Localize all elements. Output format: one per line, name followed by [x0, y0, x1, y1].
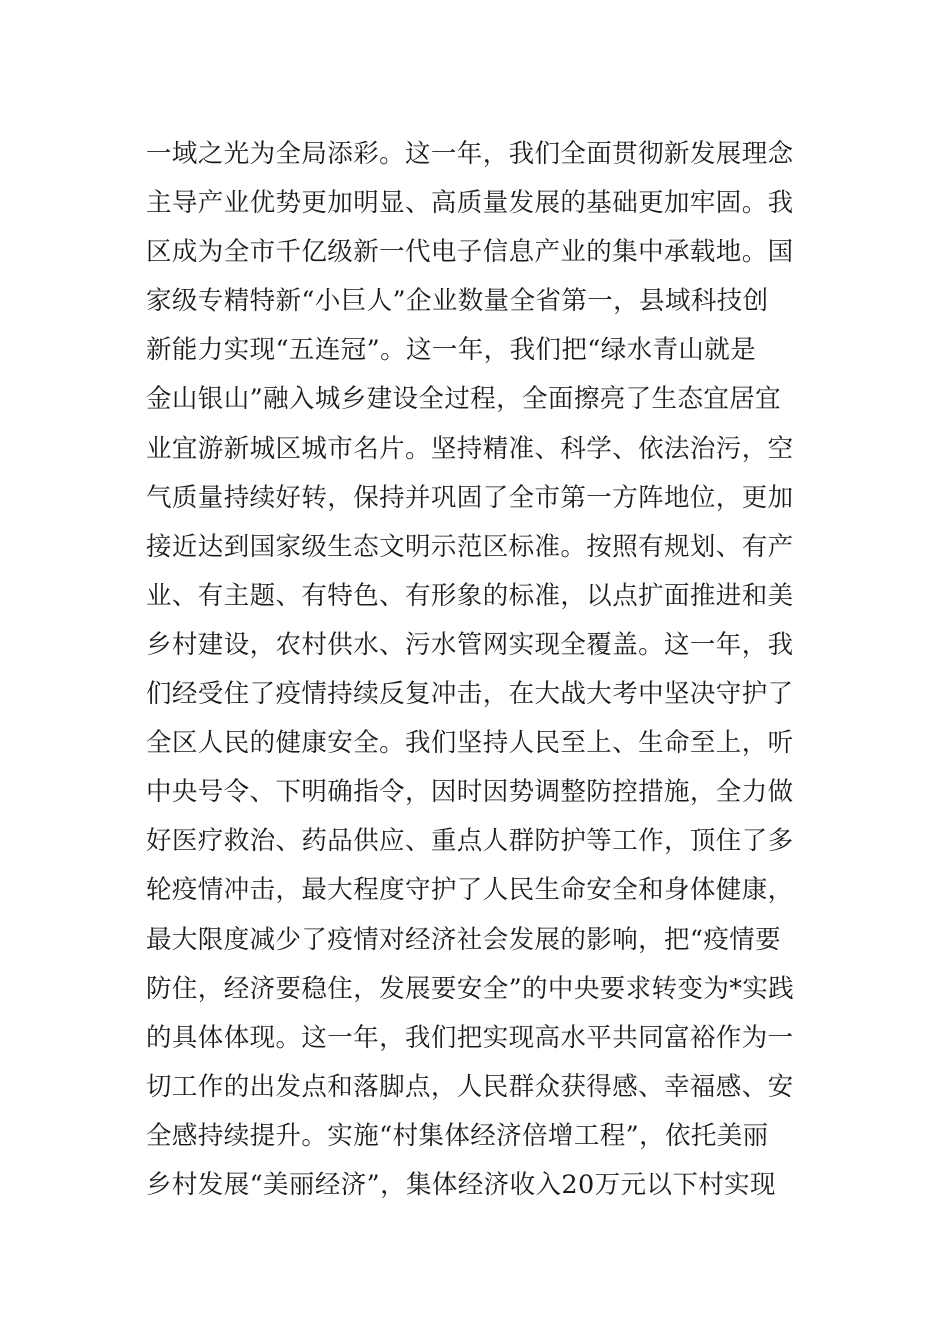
- text-line: 家级专精特新“小巨人”企业数量全省第一，县域科技创: [146, 286, 769, 317]
- text-line: 业、有主题、有特色、有形象的标准，以点扩面推进和美: [146, 580, 794, 611]
- text-line: 轮疫情冲击，最大程度守护了人民生命安全和身体健康，: [146, 875, 794, 906]
- text-line: 新能力实现“五连冠”。这一年，我们把“绿水青山就是: [146, 335, 757, 366]
- text-line: 的具体体现。这一年，我们把实现高水平共同富裕作为一: [146, 1022, 794, 1053]
- text-line: 全区人民的健康安全。我们坚持人民至上、生命至上，听: [146, 728, 794, 759]
- text-line: 接近达到国家级生态文明示范区标准。按照有规划、有产: [146, 531, 794, 562]
- text-line: 气质量持续好转，保持并巩固了全市第一方阵地位，更加: [146, 482, 794, 513]
- text-line: 金山银山”融入城乡建设全过程，全面擦亮了生态宜居宜: [146, 384, 782, 415]
- text-line: 主导产业优势更加明显、高质量发展的基础更加牢固。我: [146, 188, 794, 219]
- text-line: 中央号令、下明确指令，因时因势调整防控措施，全力做: [146, 777, 794, 808]
- text-line: 切工作的出发点和落脚点，人民群众获得感、幸福感、安: [146, 1071, 794, 1102]
- text-line: 们经受住了疫情持续反复冲击，在大战大考中坚决守护了: [146, 679, 794, 710]
- text-line: 一域之光为全局添彩。这一年，我们全面贯彻新发展理念: [146, 139, 794, 169]
- text-line: 防住，经济要稳住，发展要安全”的中央要求转变为*实践: [146, 973, 795, 1004]
- text-line: 区成为全市千亿级新一代电子信息产业的集中承载地。国: [146, 237, 794, 268]
- text-line: 好医疗救治、药品供应、重点人群防护等工作，顶住了多: [146, 826, 794, 857]
- body-text: [146, 130, 816, 1210]
- text-line: 乡村建设，农村供水、污水管网实现全覆盖。这一年，我: [146, 629, 794, 660]
- text-line: 业宜游新城区城市名片。坚持精准、科学、依法治污，空: [146, 433, 794, 464]
- text-line: 最大限度减少了疫情对经济社会发展的影响，把“疫情要: [146, 924, 782, 955]
- text-line: 全感持续提升。实施“村集体经济倍增工程”，依托美丽: [146, 1120, 769, 1151]
- text-line: 乡村发展“美丽经济”，集体经济收入20万元以下村实现: [146, 1169, 776, 1200]
